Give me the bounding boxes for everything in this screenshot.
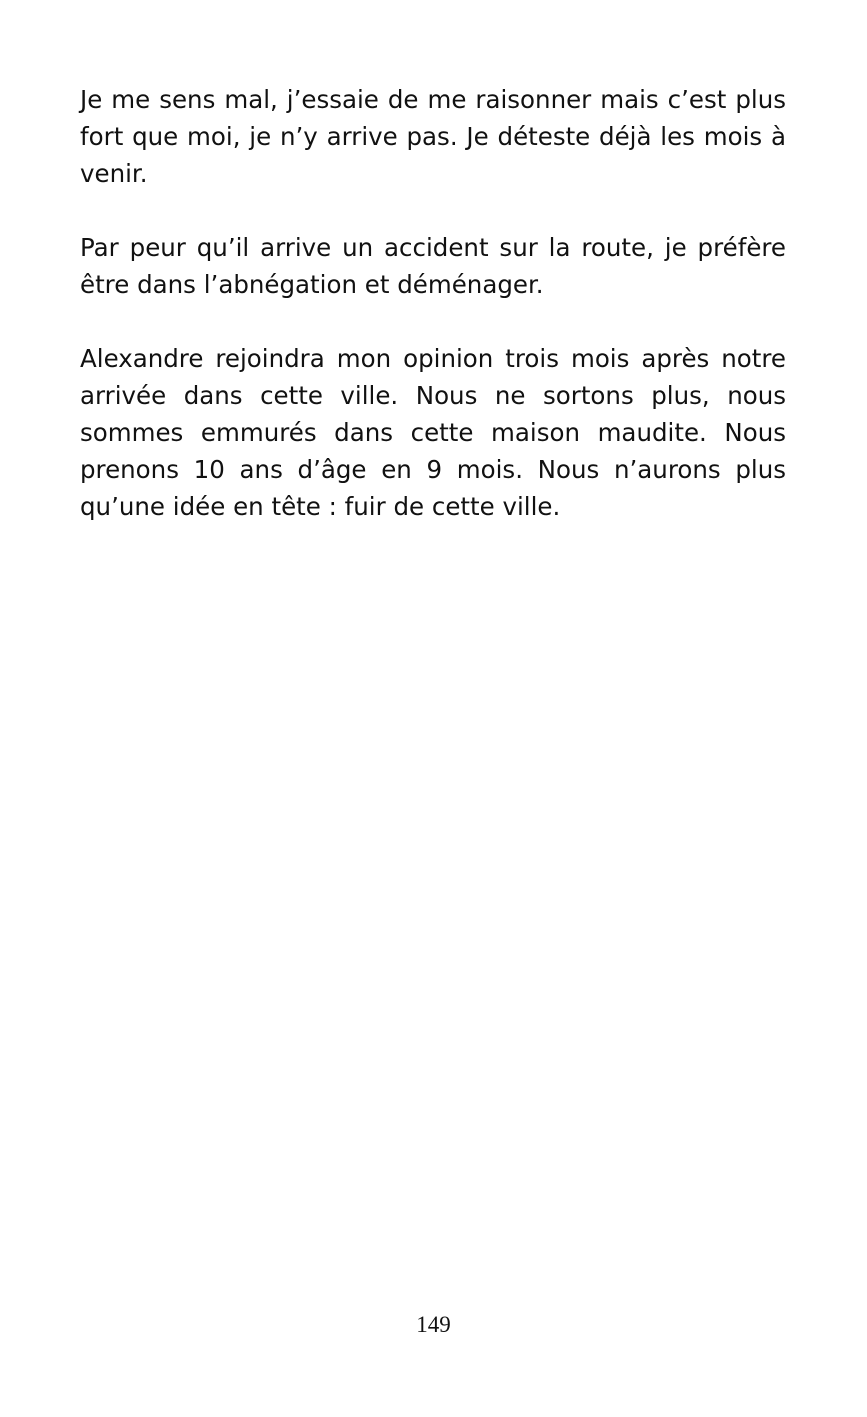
body-text bbox=[80, 81, 786, 562]
paragraph-1: Je me sens mal, j’essaie de me raisonner mais c’est plus fort que moi, je n’y arrive pas. Je déteste déjà les mois à venir. bbox=[80, 85, 786, 188]
page-number: 149 bbox=[416, 1312, 451, 1337]
paragraph-2: Par peur qu’il arrive un accident sur la route, je préfère être dans l’abnégation et déménager. bbox=[80, 233, 786, 299]
paragraph-3: Alexandre rejoindra mon opinion trois mois après notre arrivée dans cette ville. Nous ne sortons plus, nous sommes emmurés dans cette maison maudite. Nous prenons 10 ans d’âge en 9 mois. Nous n’aurons plus qu’une idée en tête : fuir de cette ville. bbox=[80, 344, 786, 521]
